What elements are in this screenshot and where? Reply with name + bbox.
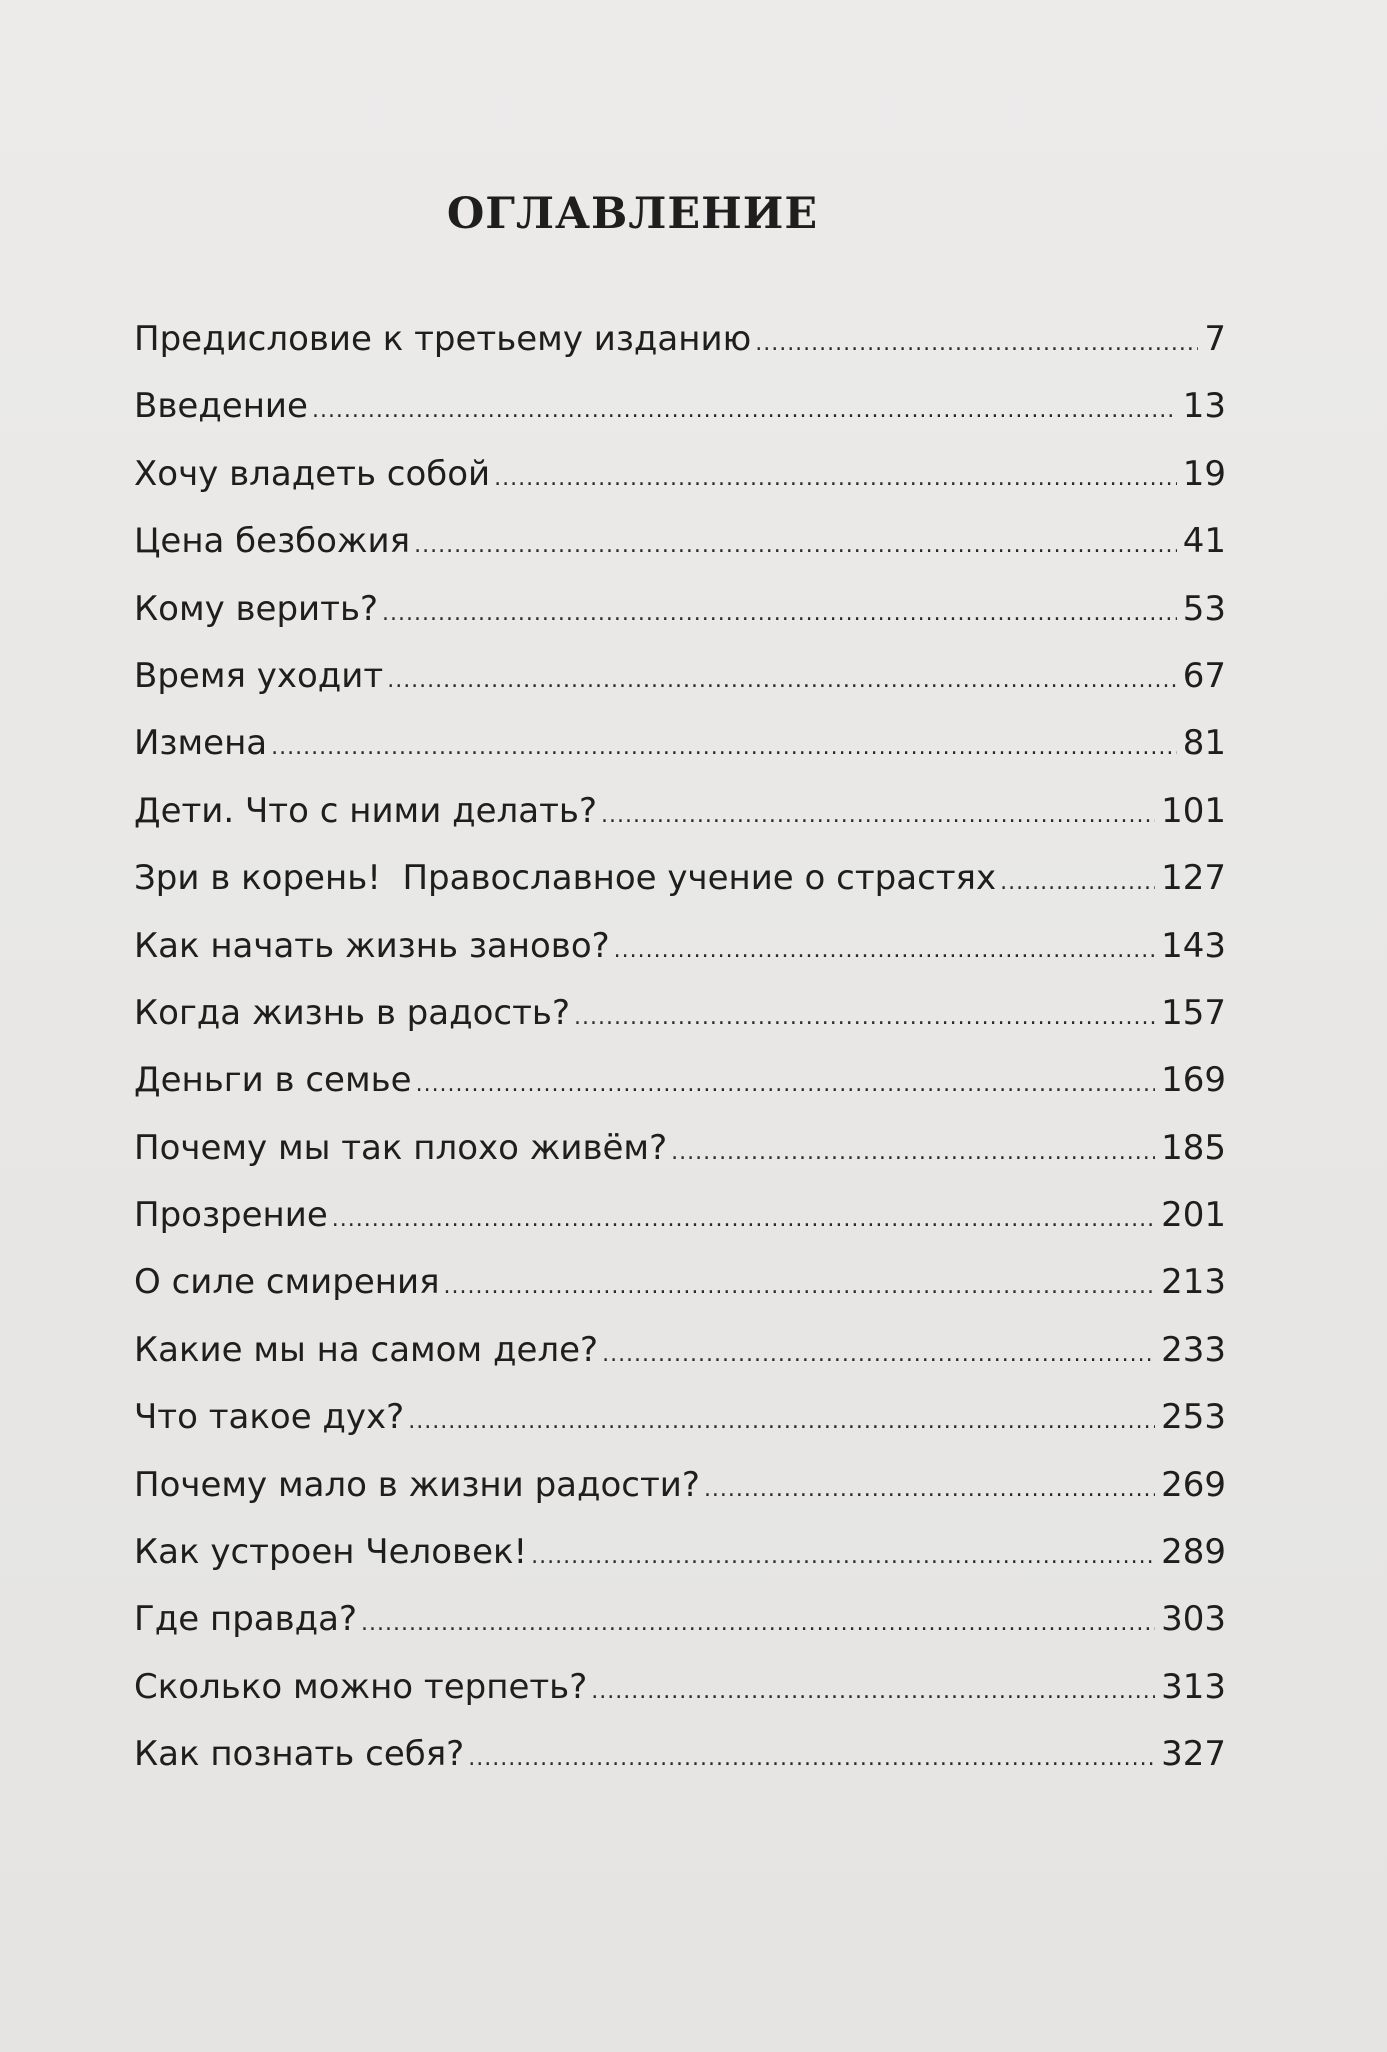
dot-leader <box>671 1119 1155 1186</box>
toc-entry-page: 201 <box>1161 1195 1226 1236</box>
toc-entry-page: 253 <box>1161 1397 1226 1438</box>
dot-leader <box>312 377 1177 444</box>
toc-entry-page: 169 <box>1161 1060 1226 1101</box>
toc-entry <box>134 1384 1226 1451</box>
toc-entry <box>134 1452 1226 1519</box>
toc-entry-page: 213 <box>1161 1262 1226 1303</box>
toc-entry-title: О силе смирения <box>134 1262 440 1303</box>
toc-entry-title: Где правда? <box>134 1599 358 1640</box>
toc-entry-title: Когда жизнь в радость? <box>134 992 570 1033</box>
toc-entry <box>134 643 1226 710</box>
dot-leader <box>601 782 1155 849</box>
toc-entry <box>134 1249 1226 1316</box>
toc-entry <box>134 1115 1226 1182</box>
dot-leader <box>444 1253 1156 1320</box>
dot-leader <box>468 1725 1155 1792</box>
toc-entry-page: 143 <box>1161 925 1226 966</box>
toc-entry-title: Прозрение <box>134 1195 328 1236</box>
toc-entry <box>134 1317 1226 1384</box>
toc-entry-page: 7 <box>1204 319 1226 359</box>
toc-entry <box>134 1586 1226 1653</box>
toc-entry <box>134 980 1226 1047</box>
toc-entry <box>134 576 1226 643</box>
toc-entry <box>134 373 1226 440</box>
toc-entry-page: 81 <box>1182 723 1226 764</box>
toc-entry-title: Предисловие к третьему изданию <box>134 319 752 359</box>
toc-entry-title: Деньги в семье <box>134 1060 412 1101</box>
table-of-contents <box>134 306 1226 1789</box>
page-title: ОГЛАВЛЕНИЕ <box>446 188 819 239</box>
dot-leader <box>361 1590 1155 1657</box>
toc-entry-title: Как начать жизнь заново? <box>134 925 610 966</box>
dot-leader <box>755 310 1198 377</box>
toc-entry-title: Хочу владеть собой <box>134 453 491 494</box>
toc-entry-page: 127 <box>1161 858 1226 899</box>
toc-entry <box>134 1519 1226 1586</box>
dot-leader <box>602 1321 1155 1388</box>
dot-leader <box>614 917 1155 984</box>
toc-entry-page: 327 <box>1161 1734 1226 1775</box>
toc-entry-page: 157 <box>1161 992 1226 1033</box>
toc-entry <box>134 1721 1226 1788</box>
dot-leader <box>574 984 1155 1051</box>
toc-entry <box>134 778 1226 845</box>
dot-leader <box>271 714 1177 781</box>
toc-entry-title: Как устроен Человек! <box>134 1532 528 1573</box>
dot-leader <box>408 1388 1155 1455</box>
toc-entry-page: 53 <box>1182 588 1226 629</box>
toc-entry <box>134 913 1226 980</box>
toc-entry-title: Измена <box>134 723 268 764</box>
toc-entry-page: 13 <box>1182 386 1226 427</box>
toc-entry <box>134 710 1226 777</box>
dot-leader <box>416 1051 1156 1118</box>
toc-entry-page: 233 <box>1161 1329 1226 1370</box>
toc-entry-page: 67 <box>1182 655 1226 696</box>
dot-leader <box>1000 849 1155 916</box>
toc-entry-title: Введение <box>134 386 308 427</box>
toc-entry-title: Почему мы так плохо живём? <box>134 1127 668 1168</box>
toc-entry <box>134 1654 1226 1721</box>
toc-entry-page: 185 <box>1161 1127 1226 1168</box>
dot-leader <box>704 1456 1155 1523</box>
toc-entry-title: Сколько можно терпеть? <box>134 1666 588 1707</box>
dot-leader <box>494 445 1177 512</box>
toc-entry-title: Почему мало в жизни радости? <box>134 1464 700 1505</box>
dot-leader <box>531 1523 1155 1590</box>
toc-entry <box>134 1047 1226 1114</box>
toc-entry-page: 289 <box>1161 1532 1226 1573</box>
toc-entry-page: 269 <box>1161 1464 1226 1505</box>
dot-leader <box>387 647 1177 714</box>
dot-leader <box>591 1658 1155 1725</box>
toc-entry-page: 303 <box>1161 1599 1226 1640</box>
toc-entry <box>134 845 1226 912</box>
toc-entry-title: Дети. Что с ними делать? <box>134 790 597 831</box>
toc-entry-page: 19 <box>1182 453 1226 494</box>
toc-entry-title: Кому верить? <box>134 588 379 629</box>
toc-entry-title: Цена безбожия <box>134 521 411 562</box>
toc-entry-page: 101 <box>1161 790 1226 831</box>
toc-entry-title: Время уходит <box>134 655 384 696</box>
toc-entry-title: Что такое дух? <box>134 1397 405 1438</box>
dot-leader <box>382 580 1177 647</box>
toc-entry-page: 41 <box>1182 521 1226 562</box>
dot-leader <box>414 512 1177 579</box>
toc-entry <box>134 1182 1226 1249</box>
toc-entry <box>134 508 1226 575</box>
toc-entry-page: 313 <box>1161 1666 1226 1707</box>
toc-entry-title: Как познать себя? <box>134 1734 465 1775</box>
toc-entry <box>134 306 1226 373</box>
dot-leader <box>332 1186 1155 1253</box>
toc-entry-title: Какие мы на самом деле? <box>134 1329 599 1370</box>
toc-entry <box>134 441 1226 508</box>
toc-entry-title: Зри в корень! Православное учение о страстях <box>134 858 997 899</box>
